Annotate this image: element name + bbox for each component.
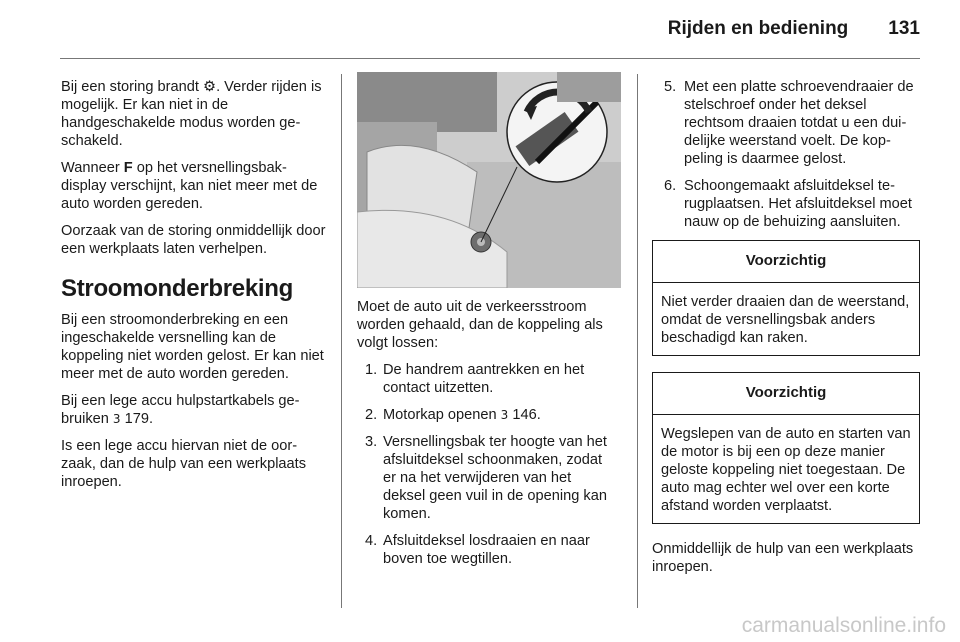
gearbox-warning-icon: ⚙ <box>202 78 217 95</box>
column-divider-2 <box>637 74 638 608</box>
header-divider <box>60 58 920 59</box>
column-2 <box>357 298 615 577</box>
column-3 <box>652 78 920 585</box>
paragraph-storing: Bij een storing brandt ⚙. Verder rijden is mogelijk. Er kan niet in de handgeschakelde modus worden geschakeld. <box>61 78 322 149</box>
section-heading: Stroomonderbreking <box>61 275 293 302</box>
page-number: 131 <box>888 18 920 39</box>
engine-photo <box>357 72 621 288</box>
paragraph-werkplaats: Is een lege accu hiervan niet de oorzaak, dan de hulp van een werkplaats inroepen. <box>61 438 307 490</box>
column-divider-1 <box>341 74 342 608</box>
closing-paragraph: Onmiddellijk de hulp van een werkplaats inroepen. <box>652 541 914 575</box>
paragraph-display: Wanneer F op het versnellingsbakdisplay verschijnt, kan niet meer met de auto worden gereden. <box>61 160 318 212</box>
caution-box-1 <box>652 240 920 356</box>
caution-text: Wegslepen van de auto en starten van de motor is bij een op deze manier geloste koppeling niet toegestaan. De auto mag echter wel over een korte afstand worden verplaatst. <box>661 426 911 514</box>
steps-list-1 <box>357 361 615 568</box>
paragraph-accu: Bij een lege accu hulpstartkabels gebruiken 3 179. <box>61 393 300 427</box>
list-item: 3. Versnellingsbak ter hoogte van het afsluitdeksel schoonmaken, zodat er na het verwijderen van het deksel geen vuil in de opening kan komen. <box>365 434 607 522</box>
header-title: Rijden en bediening <box>667 18 849 39</box>
watermark: carmanualsonline.info <box>741 614 946 637</box>
list-item: 2. Motorkap openen 3 146. <box>365 407 541 423</box>
intro-paragraph: Moet de auto uit de verkeersstroom worden gehaald, dan de koppeling als volgt lossen: <box>357 299 603 351</box>
caution-title: Voorzichtig <box>653 373 919 415</box>
list-item: 6. Schoongemaakt afsluitdeksel terugplaatsen. Het afsluitdeksel moet nauw op de behuizing aansluiten. <box>664 178 912 230</box>
list-item: 1. De handrem aantrekken en het contact uitzetten. <box>365 362 585 396</box>
list-item: 4. Afsluitdeksel losdraaien en naar boven toe wegtillen. <box>365 533 590 567</box>
caution-text: Niet verder draaien dan de weerstand, omdat de versnellingsbak anders beschadigd kan raken. <box>661 294 910 346</box>
caution-box-2 <box>652 372 920 524</box>
steps-list-2 <box>652 78 920 231</box>
page-header <box>668 18 920 40</box>
column-1 <box>61 78 327 500</box>
paragraph-stroomonderbreking: Bij een stroomonderbreking en een ingeschakelde versnelling kan de koppeling niet worden gelost. Er kan niet meer met de auto worden gereden. <box>61 312 324 382</box>
paragraph-oorzaak: Oorzaak van de storing onmiddellijk door een werkplaats laten verhelpen. <box>61 223 326 257</box>
caution-title: Voorzichtig <box>653 241 919 283</box>
page-ref-icon[interactable]: 3 <box>112 412 121 426</box>
list-item: 5. Met een platte schroevendraaier de stelschroef onder het deksel rechtsom draaien totdat u een duidelijke weerstand voelt. De koppeling is daarmee gelost. <box>664 79 914 167</box>
page-ref-icon[interactable]: 3 <box>500 408 509 422</box>
